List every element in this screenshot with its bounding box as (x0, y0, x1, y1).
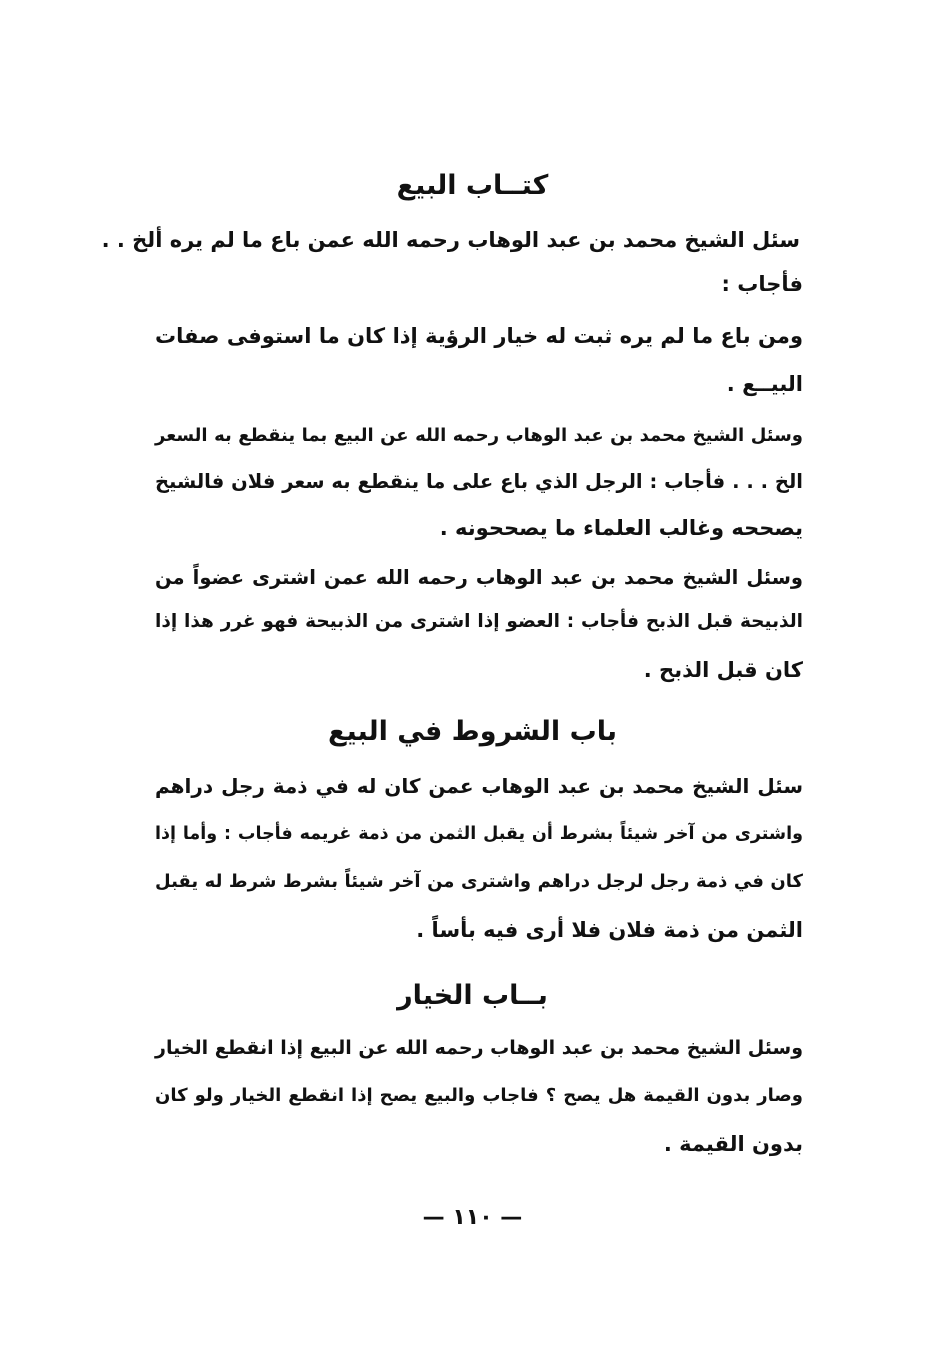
section-title-option: بــاب الخيار (397, 980, 548, 1011)
text-line: كان قبل الذبح . (643, 658, 803, 682)
text-line: وصار بدون القيمة هل يصح ؟ فاجاب والبيع يصح إذا انقطع الخيار ولو كان (155, 1085, 803, 1106)
text-line: الخ . . . فأجاب : الرجل الذي باع على ما ينقطع به سعر فلان فالشيخ (155, 470, 803, 493)
text-line: وسئل الشيخ محمد بن عبد الوهاب رحمه الله عن البيع بما ينقطع به السعر (155, 425, 803, 446)
text-line: الثمن من ذمة فلان فلا أرى فيه بأساً . (416, 918, 803, 942)
text-line: الذبيحة قبل الذبح فأجاب : العضو إذا اشترى من الذبيحة فهو غرر هذا إذا (155, 611, 803, 632)
text-line: بدون القيمة . (663, 1132, 803, 1156)
text-line: يصححه وغالب العلماء ما يصححونه . (439, 516, 803, 540)
section-title-conditions: باب الشروط في البيع (328, 716, 617, 747)
page-number: — ١١٠ — (422, 1205, 523, 1230)
text-line: ومن باع ما لم يره ثبت له خيار الرؤية إذا كان ما استوفى صفات (155, 324, 803, 348)
text-line: البيــع . (726, 372, 803, 396)
text-line: وسئل الشيخ محمد بن عبد الوهاب رحمه الله عن البيع إذا انقطع الخيار (155, 1037, 803, 1059)
text-line: سئل الشيخ محمد بن عبد الوهاب رحمه الله عمن باع ما لم يره ألخ . . (101, 228, 800, 252)
text-line: فأجاب : (721, 272, 803, 296)
text-line: وسئل الشيخ محمد بن عبد الوهاب رحمه الله عمن اشترى عضواً من (155, 566, 803, 589)
text-line: واشترى من آخر شيئاً بشرط أن يقبل الثمن من ذمة غريمه فأجاب : وأما إذا (155, 824, 803, 844)
section-title-sale: كتــاب البيع (396, 170, 549, 201)
text-line: كان في ذمة رجل لرجل دراهم واشترى من آخر شيئاً بشرط شرط له يقبل (155, 871, 803, 892)
text-line: سئل الشيخ محمد بن عبد الوهاب عمن كان له في ذمة رجل دراهم (155, 774, 803, 798)
